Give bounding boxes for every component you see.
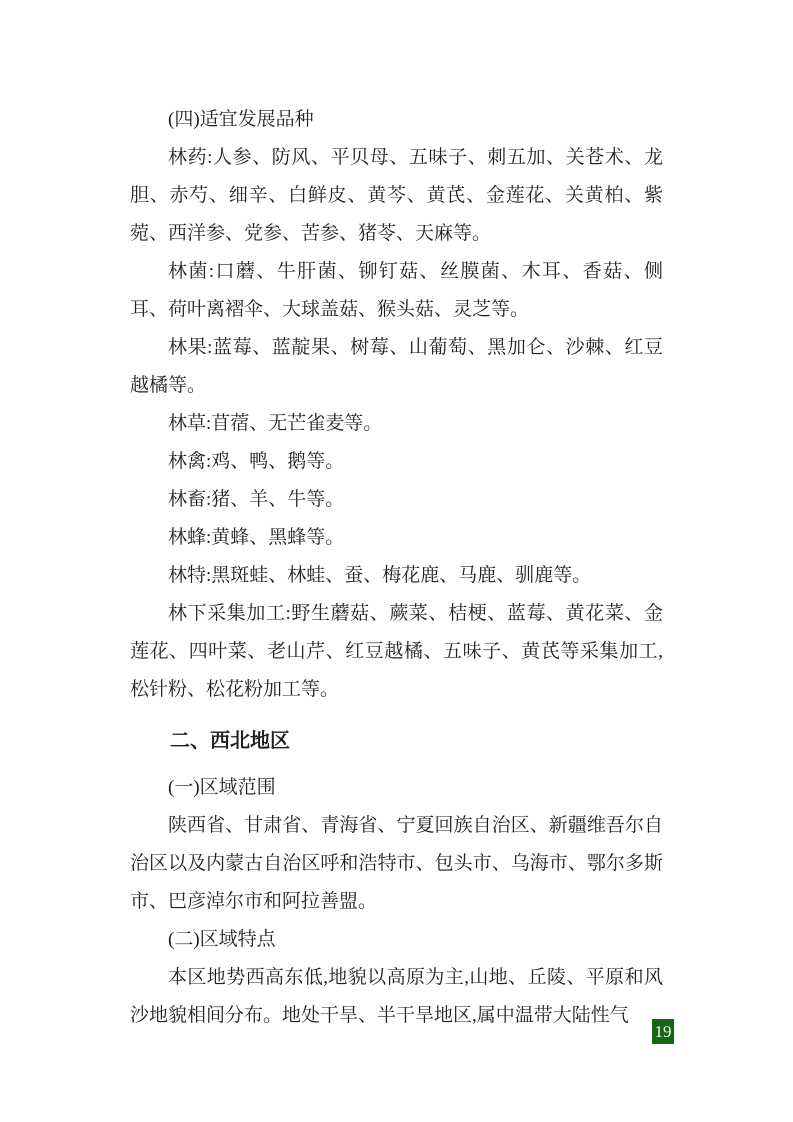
para-region-scope: 陕西省、甘肃省、青海省、宁夏回族自治区、新疆维吾尔自治区以及内蒙古自治区呼和浩特市、包头市、乌海市、鄂尔多斯市、巴彦淖尔市和阿拉善盟。	[130, 815, 663, 912]
para-forest-grass: 林草:苜蓿、无芒雀麦等。	[168, 413, 383, 434]
heading-northwest-region: 二、西北地区	[170, 730, 290, 752]
para-forest-bee: 林蜂:黄蜂、黑蜂等。	[168, 527, 345, 548]
page-content	[130, 101, 663, 1035]
subheading-region-scope: (一)区域范围	[168, 777, 276, 798]
page-number-badge: 19	[652, 1019, 674, 1044]
para-forest-fungi: 林菌:口蘑、牛肝菌、铆钉菇、丝膜菌、木耳、香菇、侧耳、荷叶离褶伞、大球盖菇、猴头菇、灵芝等。	[130, 261, 663, 320]
para-forest-livestock: 林畜:猪、羊、牛等。	[168, 489, 345, 510]
para-region-features: 本区地势西高东低,地貌以高原为主,山地、丘陵、平原和风沙地貌相间分布。地处干旱、半干旱地区,属中温带大陆性气	[130, 967, 663, 1026]
subheading-region-features: (二)区域特点	[168, 929, 276, 950]
para-forest-medicine: 林药:人参、防风、平贝母、五味子、刺五加、关苍术、龙胆、赤芍、细辛、白鲜皮、黄芩、黄芪、金莲花、关黄柏、紫菀、西洋参、党参、苦参、猪苓、天麻等。	[130, 147, 663, 244]
para-forest-poultry: 林禽:鸡、鸭、鹅等。	[168, 451, 345, 472]
para-forest-fruit: 林果:蓝莓、蓝靛果、树莓、山葡萄、黑加仑、沙棘、红豆越橘等。	[130, 337, 663, 396]
para-forest-specialty: 林特:黑斑蛙、林蛙、蚕、梅花鹿、马鹿、驯鹿等。	[168, 565, 592, 586]
para-understory-collection: 林下采集加工:野生蘑菇、蕨菜、桔梗、蓝莓、黄花菜、金莲花、四叶菜、老山芹、红豆越橘、五味子、黄芪等采集加工,松针粉、松花粉加工等。	[130, 603, 663, 700]
subheading-suitable-varieties: (四)适宜发展品种	[168, 109, 314, 130]
